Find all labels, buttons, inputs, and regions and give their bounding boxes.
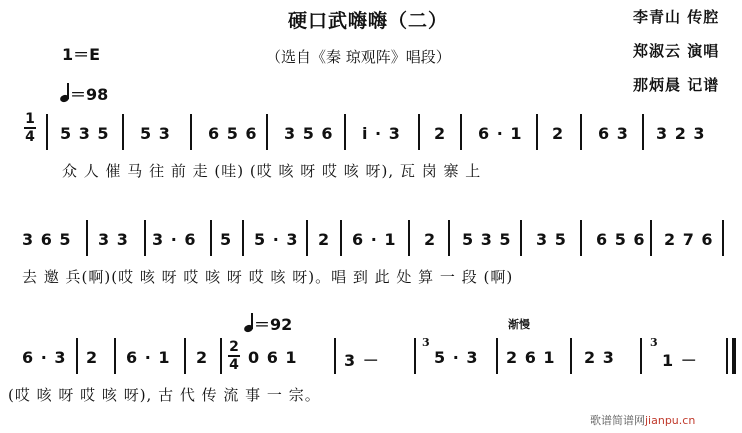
barline xyxy=(414,338,416,374)
barline xyxy=(722,220,724,256)
barline xyxy=(536,114,538,150)
barline xyxy=(340,220,342,256)
barline xyxy=(184,338,186,374)
page-title: 硬口武嗨嗨（二） xyxy=(288,10,449,32)
row3-measure: 2 xyxy=(196,348,209,367)
tempo-marking-2: ＝92 xyxy=(244,312,292,335)
row2-measure: 6 5 6 xyxy=(596,230,646,249)
barline xyxy=(220,338,222,374)
row1-measure: 6 · 1 xyxy=(478,124,523,143)
row3-measure: 3 － xyxy=(344,351,380,370)
barline xyxy=(122,114,124,150)
row1-measure: 6 3 xyxy=(598,124,629,143)
row3-measure: 6 · 1 xyxy=(126,348,171,367)
row2-lyrics: 去 邀 兵(啊)(哎 咳 呀 哎 咳 呀 哎 咳 呀)。唱 到 此 处 算 一 段 (啊) xyxy=(22,268,514,286)
row2-measure: 3 6 5 xyxy=(22,230,72,249)
row1-measure: 5 3 xyxy=(140,124,171,143)
row3-measure: 5 · 3 xyxy=(434,348,479,367)
row3-measure: 2 3 xyxy=(584,348,615,367)
barline xyxy=(242,220,244,256)
barline xyxy=(144,220,146,256)
credit-composer: 李青山 传腔 xyxy=(633,8,720,26)
barline xyxy=(190,114,192,150)
row1-lyrics: 众 人 催 马 往 前 走 (哇) (哎 咳 呀 哎 咳 呀), 瓦 岗 寨 上 xyxy=(62,162,482,180)
barline xyxy=(580,114,582,150)
row2-measure: 5 3 5 xyxy=(462,230,512,249)
row2-measure: 6 · 1 xyxy=(352,230,397,249)
credit-singer: 郑淑云 演唱 xyxy=(633,42,720,60)
barline xyxy=(580,220,582,256)
row1-measure: 2 xyxy=(434,124,447,143)
barline xyxy=(448,220,450,256)
row3-measure: 1 － xyxy=(662,351,698,370)
tempo-marking-1: ＝98 xyxy=(60,82,108,105)
barline xyxy=(46,114,48,150)
barline xyxy=(306,220,308,256)
row3-measure: 2 xyxy=(86,348,99,367)
quarter-note-icon xyxy=(244,315,250,332)
barline xyxy=(642,114,644,150)
row3-lyrics: (哎 咳 呀 哎 咳 呀), 古 代 传 流 事 一 宗。 xyxy=(8,386,321,404)
barline xyxy=(210,220,212,256)
row2-measure: 5 xyxy=(220,230,233,249)
time-signature-2: 2 4 xyxy=(229,339,239,373)
final-barline-thin xyxy=(726,338,728,374)
ritardando-mark: 渐慢 xyxy=(508,318,530,331)
barline xyxy=(570,338,572,374)
row2-measure: 3 3 xyxy=(98,230,129,249)
row1-measure: 5 3 5 xyxy=(60,124,110,143)
watermark-url: jianpu.cn xyxy=(645,414,696,427)
barline xyxy=(408,220,410,256)
key-signature: 1＝E xyxy=(62,45,101,64)
subtitle: （选自《秦 琼观阵》唱段） xyxy=(266,48,451,66)
grace-note: 3 xyxy=(422,336,430,349)
barline xyxy=(334,338,336,374)
watermark-site: 歌谱简谱网 xyxy=(590,414,645,427)
row1-measure: i · 3 xyxy=(362,124,401,143)
barline xyxy=(640,338,642,374)
row1-measure: 3 2 3 xyxy=(656,124,706,143)
barline xyxy=(418,114,420,150)
barline xyxy=(86,220,88,256)
row1-measure: 6 5 6 xyxy=(208,124,258,143)
row3-measure: 2 6 1 xyxy=(506,348,556,367)
row2-measure: 2 xyxy=(318,230,331,249)
barline xyxy=(520,220,522,256)
quarter-note-icon xyxy=(60,85,66,102)
row1-measure: 2 xyxy=(552,124,565,143)
time-signature-1: 1 4 xyxy=(25,111,35,145)
grace-note: 3 xyxy=(650,336,658,349)
watermark xyxy=(590,412,695,428)
row3-measure: 6 · 3 xyxy=(22,348,67,367)
row2-measure: 2 xyxy=(424,230,437,249)
barline xyxy=(650,220,652,256)
row2-measure: 3 · 6 xyxy=(152,230,197,249)
final-barline-thick xyxy=(732,338,736,374)
row2-measure: 5 · 3 xyxy=(254,230,299,249)
barline xyxy=(460,114,462,150)
barline xyxy=(266,114,268,150)
barline xyxy=(344,114,346,150)
row2-measure: 3 5 xyxy=(536,230,567,249)
row2-measure: 2 7 6 xyxy=(664,230,714,249)
row3-measure: 0 6 1 xyxy=(248,348,298,367)
barline xyxy=(496,338,498,374)
barline xyxy=(114,338,116,374)
row1-measure: 3 5 6 xyxy=(284,124,334,143)
credit-transcriber: 那炳晨 记谱 xyxy=(633,76,720,94)
barline xyxy=(76,338,78,374)
